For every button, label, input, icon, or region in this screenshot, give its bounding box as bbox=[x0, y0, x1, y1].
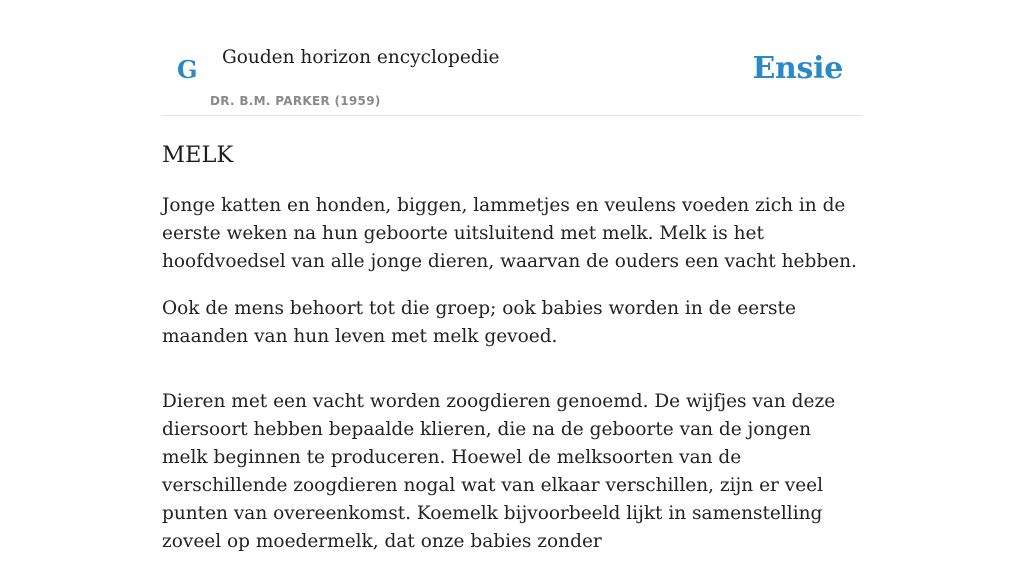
entry-paragraph: Jonge katten en honden, biggen, lammetjes en veulens voeden zich in de eerste weken na hun geboorte uitsluitend met melk. Melk is het hoofdvoedsel van alle jonge dieren, waarvan de ouders een vacht hebben. bbox=[162, 195, 857, 272]
book-title-link[interactable]: Gouden horizon encyclopedie bbox=[222, 47, 500, 68]
source-header bbox=[162, 0, 862, 116]
article-container bbox=[162, 0, 862, 552]
book-logo-icon[interactable]: G bbox=[177, 55, 198, 84]
entry-paragraph: Dieren met een vacht worden zoogdieren genoemd. De wijfjes van deze diersoort hebben bepaalde klieren, die na de geboorte van de jongen melk beginnen te produceren. Hoewel de melksoorten van de verschillende zoogdieren nogal wat van elkaar verschillen, zijn er veel punten van overeenkomst. Koemelk bijvoorbeeld lijkt in samenstelling zoveel op moedermelk, dat onze babies zonder bbox=[162, 391, 836, 552]
entry-title: MELK bbox=[162, 142, 234, 168]
book-author: DR. B.M. PARKER (1959) bbox=[210, 94, 381, 108]
entry-paragraph: Ook de mens behoort tot die groep; ook babies worden in de eerste maanden van hun leven met melk gevoed. bbox=[162, 298, 796, 347]
entry-body bbox=[162, 192, 862, 575]
site-logo[interactable]: Ensie bbox=[752, 51, 843, 86]
